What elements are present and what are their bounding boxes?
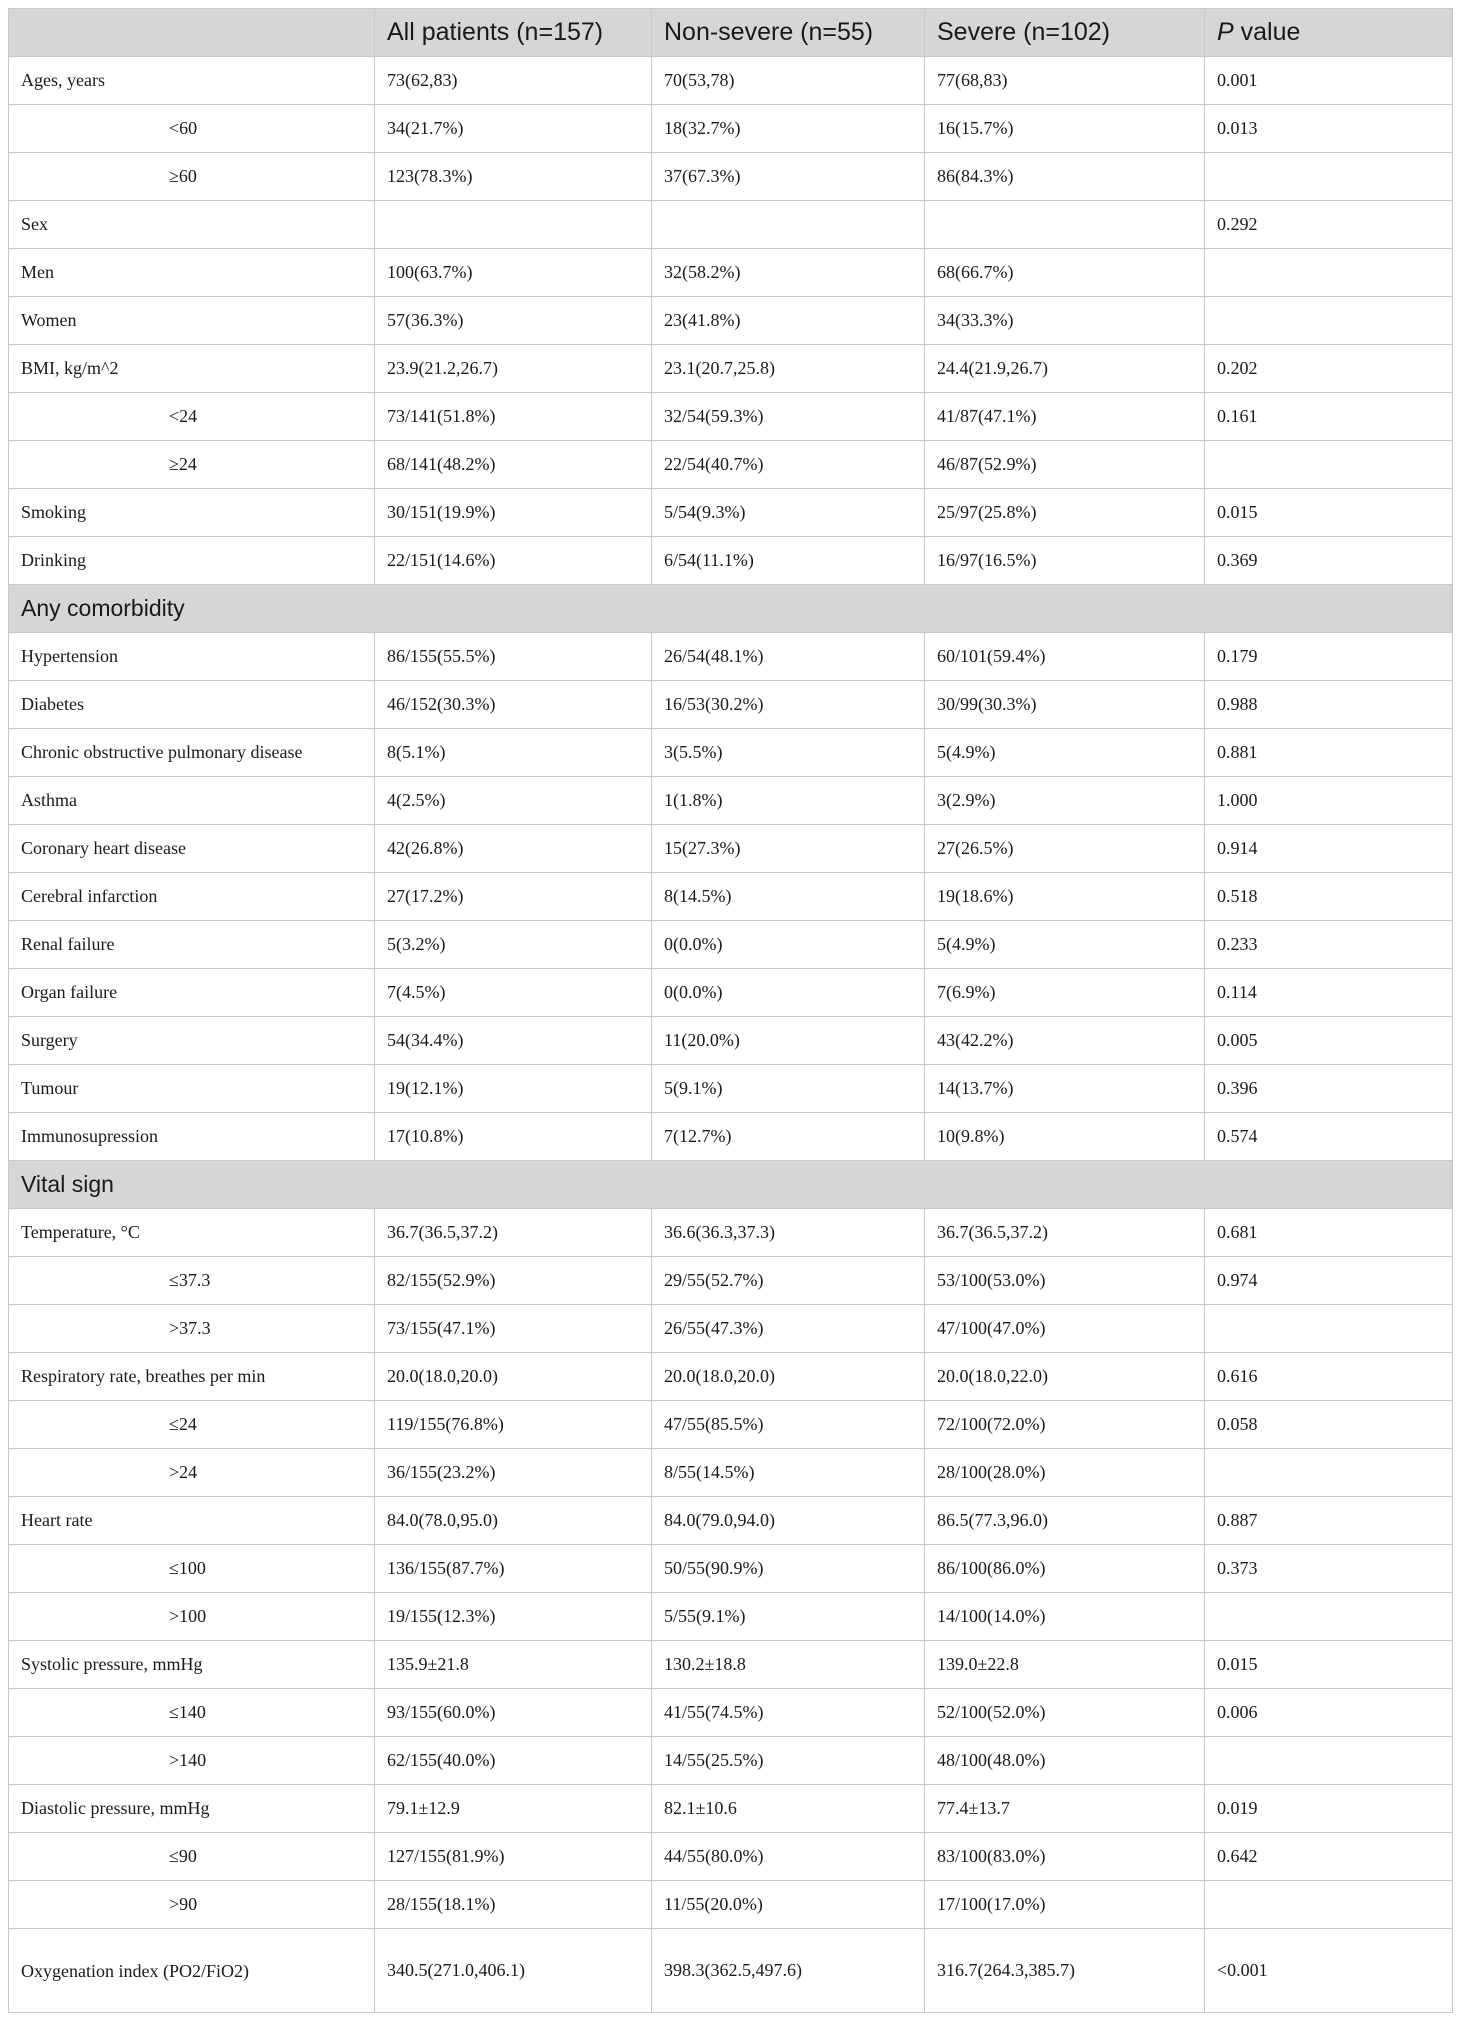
row-label: Cerebral infarction <box>9 873 375 921</box>
cell-p-value: 0.887 <box>1205 1497 1453 1545</box>
cell-p-value <box>1205 1593 1453 1641</box>
cell-non-severe: 50/55(90.9%) <box>652 1545 925 1593</box>
cell-non-severe: 6/54(11.1%) <box>652 537 925 585</box>
table-row <box>9 825 1453 873</box>
cell-all-patients: 36/155(23.2%) <box>375 1449 652 1497</box>
cell-all-patients: 82/155(52.9%) <box>375 1257 652 1305</box>
cell-non-severe: 47/55(85.5%) <box>652 1401 925 1449</box>
row-label: Heart rate <box>9 1497 375 1545</box>
cell-severe: 83/100(83.0%) <box>925 1833 1205 1881</box>
cell-all-patients: 36.7(36.5,37.2) <box>375 1209 652 1257</box>
row-label: Drinking <box>9 537 375 585</box>
cell-p-value <box>1205 1449 1453 1497</box>
table-row <box>9 1257 1453 1305</box>
cell-severe: 86(84.3%) <box>925 153 1205 201</box>
row-label: Organ failure <box>9 969 375 1017</box>
table-row <box>9 1593 1453 1641</box>
table-row <box>9 297 1453 345</box>
row-label: <60 <box>9 105 375 153</box>
row-label: Diabetes <box>9 681 375 729</box>
cell-all-patients: 62/155(40.0%) <box>375 1737 652 1785</box>
cell-severe: 77.4±13.7 <box>925 1785 1205 1833</box>
cell-p-value: 0.518 <box>1205 873 1453 921</box>
cell-p-value: 0.574 <box>1205 1113 1453 1161</box>
cell-severe: 36.7(36.5,37.2) <box>925 1209 1205 1257</box>
cell-severe: 3(2.9%) <box>925 777 1205 825</box>
section-title: Any comorbidity <box>9 585 1453 633</box>
cell-all-patients: 7(4.5%) <box>375 969 652 1017</box>
cell-p-value: 0.013 <box>1205 105 1453 153</box>
table-row <box>9 441 1453 489</box>
cell-non-severe: 82.1±10.6 <box>652 1785 925 1833</box>
cell-severe: 17/100(17.0%) <box>925 1881 1205 1929</box>
cell-p-value: 0.914 <box>1205 825 1453 873</box>
table-row <box>9 969 1453 1017</box>
cell-severe: 19(18.6%) <box>925 873 1205 921</box>
cell-non-severe: 8/55(14.5%) <box>652 1449 925 1497</box>
table-header <box>9 9 1453 57</box>
table-row <box>9 105 1453 153</box>
cell-all-patients: 22/151(14.6%) <box>375 537 652 585</box>
table-row <box>9 1449 1453 1497</box>
table-row <box>9 537 1453 585</box>
header-severe: Severe (n=102) <box>925 9 1205 57</box>
cell-severe: 68(66.7%) <box>925 249 1205 297</box>
cell-non-severe: 5/54(9.3%) <box>652 489 925 537</box>
cell-p-value: 0.396 <box>1205 1065 1453 1113</box>
cell-severe: 28/100(28.0%) <box>925 1449 1205 1497</box>
cell-severe: 48/100(48.0%) <box>925 1737 1205 1785</box>
row-label: >100 <box>9 1593 375 1641</box>
cell-non-severe: 5/55(9.1%) <box>652 1593 925 1641</box>
row-label: Immunosupression <box>9 1113 375 1161</box>
table-row <box>9 1497 1453 1545</box>
row-label: Systolic pressure, mmHg <box>9 1641 375 1689</box>
header-non-severe: Non-severe (n=55) <box>652 9 925 57</box>
cell-all-patients: 17(10.8%) <box>375 1113 652 1161</box>
cell-all-patients: 42(26.8%) <box>375 825 652 873</box>
cell-all-patients: 57(36.3%) <box>375 297 652 345</box>
cell-severe: 43(42.2%) <box>925 1017 1205 1065</box>
cell-severe: 10(9.8%) <box>925 1113 1205 1161</box>
row-label: ≤37.3 <box>9 1257 375 1305</box>
cell-non-severe: 23(41.8%) <box>652 297 925 345</box>
cell-non-severe: 41/55(74.5%) <box>652 1689 925 1737</box>
cell-all-patients: 30/151(19.9%) <box>375 489 652 537</box>
cell-all-patients: 27(17.2%) <box>375 873 652 921</box>
row-label: Smoking <box>9 489 375 537</box>
table-row <box>9 777 1453 825</box>
cell-severe: 86/100(86.0%) <box>925 1545 1205 1593</box>
cell-p-value: 0.642 <box>1205 1833 1453 1881</box>
table-row <box>9 1929 1453 2013</box>
cell-all-patients: 8(5.1%) <box>375 729 652 777</box>
row-label: Women <box>9 297 375 345</box>
cell-severe: 60/101(59.4%) <box>925 633 1205 681</box>
row-label: >90 <box>9 1881 375 1929</box>
cell-severe: 27(26.5%) <box>925 825 1205 873</box>
cell-p-value: 0.015 <box>1205 1641 1453 1689</box>
cell-all-patients: 73(62,83) <box>375 57 652 105</box>
row-label: Respiratory rate, breathes per min <box>9 1353 375 1401</box>
cell-non-severe: 7(12.7%) <box>652 1113 925 1161</box>
cell-severe: 16(15.7%) <box>925 105 1205 153</box>
cell-p-value: 0.001 <box>1205 57 1453 105</box>
row-label: Diastolic pressure, mmHg <box>9 1785 375 1833</box>
cell-all-patients: 79.1±12.9 <box>375 1785 652 1833</box>
cell-p-value: 0.881 <box>1205 729 1453 777</box>
cell-all-patients: 123(78.3%) <box>375 153 652 201</box>
cell-p-value <box>1205 1737 1453 1785</box>
cell-all-patients: 136/155(87.7%) <box>375 1545 652 1593</box>
row-label: Chronic obstructive pulmonary disease <box>9 729 375 777</box>
row-label: Men <box>9 249 375 297</box>
cell-all-patients: 20.0(18.0,20.0) <box>375 1353 652 1401</box>
row-label: Sex <box>9 201 375 249</box>
cell-p-value: 0.233 <box>1205 921 1453 969</box>
cell-all-patients: 54(34.4%) <box>375 1017 652 1065</box>
cell-non-severe: 0(0.0%) <box>652 969 925 1017</box>
row-label: Ages, years <box>9 57 375 105</box>
cell-non-severe: 32/54(59.3%) <box>652 393 925 441</box>
cell-p-value <box>1205 441 1453 489</box>
row-label: >24 <box>9 1449 375 1497</box>
cell-all-patients: 73/141(51.8%) <box>375 393 652 441</box>
cell-p-value: 0.015 <box>1205 489 1453 537</box>
row-label: ≥60 <box>9 153 375 201</box>
row-label: Hypertension <box>9 633 375 681</box>
cell-all-patients: 28/155(18.1%) <box>375 1881 652 1929</box>
cell-all-patients: 86/155(55.5%) <box>375 633 652 681</box>
cell-non-severe: 23.1(20.7,25.8) <box>652 345 925 393</box>
table-row <box>9 1113 1453 1161</box>
cell-p-value <box>1205 1881 1453 1929</box>
cell-p-value: 0.019 <box>1205 1785 1453 1833</box>
cell-p-value: 0.369 <box>1205 537 1453 585</box>
cell-all-patients: 34(21.7%) <box>375 105 652 153</box>
cell-non-severe: 32(58.2%) <box>652 249 925 297</box>
cell-severe: 25/97(25.8%) <box>925 489 1205 537</box>
cell-all-patients: 135.9±21.8 <box>375 1641 652 1689</box>
table-row <box>9 1785 1453 1833</box>
header-p-value <box>1205 9 1453 57</box>
cell-p-value: 0.161 <box>1205 393 1453 441</box>
row-label: BMI, kg/m^2 <box>9 345 375 393</box>
table-row <box>9 1689 1453 1737</box>
cell-non-severe: 11(20.0%) <box>652 1017 925 1065</box>
cell-non-severe: 5(9.1%) <box>652 1065 925 1113</box>
row-label: <24 <box>9 393 375 441</box>
row-label: Tumour <box>9 1065 375 1113</box>
table-row <box>9 1017 1453 1065</box>
header-variable <box>9 9 375 57</box>
cell-non-severe: 37(67.3%) <box>652 153 925 201</box>
header-row <box>9 9 1453 57</box>
row-label: ≤100 <box>9 1545 375 1593</box>
cell-severe: 5(4.9%) <box>925 921 1205 969</box>
cell-severe: 77(68,83) <box>925 57 1205 105</box>
row-label: ≥24 <box>9 441 375 489</box>
table-row <box>9 1737 1453 1785</box>
cell-severe: 41/87(47.1%) <box>925 393 1205 441</box>
cell-non-severe: 26/54(48.1%) <box>652 633 925 681</box>
cell-non-severe: 20.0(18.0,20.0) <box>652 1353 925 1401</box>
cell-non-severe: 18(32.7%) <box>652 105 925 153</box>
cell-severe: 53/100(53.0%) <box>925 1257 1205 1305</box>
cell-severe: 30/99(30.3%) <box>925 681 1205 729</box>
cell-p-value: 0.058 <box>1205 1401 1453 1449</box>
cell-p-value <box>1205 297 1453 345</box>
table-row <box>9 489 1453 537</box>
row-label: ≤140 <box>9 1689 375 1737</box>
row-label: Temperature, °C <box>9 1209 375 1257</box>
cell-all-patients: 93/155(60.0%) <box>375 1689 652 1737</box>
cell-p-value: 1.000 <box>1205 777 1453 825</box>
cell-non-severe: 130.2±18.8 <box>652 1641 925 1689</box>
cell-all-patients: 84.0(78.0,95.0) <box>375 1497 652 1545</box>
cell-non-severe: 15(27.3%) <box>652 825 925 873</box>
cell-all-patients: 100(63.7%) <box>375 249 652 297</box>
cell-all-patients: 19(12.1%) <box>375 1065 652 1113</box>
table-row <box>9 1401 1453 1449</box>
cell-p-value <box>1205 1305 1453 1353</box>
cell-non-severe: 36.6(36.3,37.3) <box>652 1209 925 1257</box>
cell-non-severe: 26/55(47.3%) <box>652 1305 925 1353</box>
table-row <box>9 681 1453 729</box>
cell-non-severe: 16/53(30.2%) <box>652 681 925 729</box>
table-row <box>9 393 1453 441</box>
cell-severe: 7(6.9%) <box>925 969 1205 1017</box>
cell-severe: 139.0±22.8 <box>925 1641 1205 1689</box>
cell-all-patients: 4(2.5%) <box>375 777 652 825</box>
patient-characteristics-table <box>8 8 1453 2013</box>
cell-p-value: 0.974 <box>1205 1257 1453 1305</box>
cell-non-severe: 8(14.5%) <box>652 873 925 921</box>
cell-non-severe <box>652 201 925 249</box>
section-row <box>9 1161 1453 1209</box>
table-row <box>9 1833 1453 1881</box>
table-row <box>9 1881 1453 1929</box>
cell-all-patients: 340.5(271.0,406.1) <box>375 1929 652 2013</box>
cell-all-patients: 19/155(12.3%) <box>375 1593 652 1641</box>
cell-p-value: 0.114 <box>1205 969 1453 1017</box>
table-row <box>9 921 1453 969</box>
cell-severe: 34(33.3%) <box>925 297 1205 345</box>
row-label: Surgery <box>9 1017 375 1065</box>
table-row <box>9 1641 1453 1689</box>
cell-non-severe: 11/55(20.0%) <box>652 1881 925 1929</box>
table-row <box>9 249 1453 297</box>
cell-non-severe: 44/55(80.0%) <box>652 1833 925 1881</box>
cell-severe: 24.4(21.9,26.7) <box>925 345 1205 393</box>
cell-severe: 14/100(14.0%) <box>925 1593 1205 1641</box>
cell-severe: 86.5(77.3,96.0) <box>925 1497 1205 1545</box>
cell-p-value: 0.179 <box>1205 633 1453 681</box>
cell-severe: 52/100(52.0%) <box>925 1689 1205 1737</box>
header-all-patients: All patients (n=157) <box>375 9 652 57</box>
row-label: ≤24 <box>9 1401 375 1449</box>
cell-severe: 5(4.9%) <box>925 729 1205 777</box>
table-row <box>9 1305 1453 1353</box>
cell-non-severe: 398.3(362.5,497.6) <box>652 1929 925 2013</box>
section-row <box>9 585 1453 633</box>
cell-severe: 47/100(47.0%) <box>925 1305 1205 1353</box>
cell-severe <box>925 201 1205 249</box>
table-row <box>9 873 1453 921</box>
row-label: Asthma <box>9 777 375 825</box>
cell-all-patients: 46/152(30.3%) <box>375 681 652 729</box>
cell-p-value: 0.006 <box>1205 1689 1453 1737</box>
cell-non-severe: 29/55(52.7%) <box>652 1257 925 1305</box>
cell-non-severe: 84.0(79.0,94.0) <box>652 1497 925 1545</box>
cell-severe: 46/87(52.9%) <box>925 441 1205 489</box>
cell-p-value: 0.005 <box>1205 1017 1453 1065</box>
cell-p-value <box>1205 153 1453 201</box>
cell-severe: 20.0(18.0,22.0) <box>925 1353 1205 1401</box>
table-row <box>9 345 1453 393</box>
cell-non-severe: 3(5.5%) <box>652 729 925 777</box>
table-row <box>9 1065 1453 1113</box>
cell-severe: 72/100(72.0%) <box>925 1401 1205 1449</box>
cell-all-patients: 68/141(48.2%) <box>375 441 652 489</box>
cell-non-severe: 22/54(40.7%) <box>652 441 925 489</box>
cell-all-patients <box>375 201 652 249</box>
row-label: Oxygenation index (PO2/FiO2) <box>9 1929 375 2013</box>
cell-p-value: <0.001 <box>1205 1929 1453 2013</box>
row-label: ≤90 <box>9 1833 375 1881</box>
cell-p-value: 0.616 <box>1205 1353 1453 1401</box>
cell-non-severe: 70(53,78) <box>652 57 925 105</box>
table-row <box>9 57 1453 105</box>
cell-all-patients: 119/155(76.8%) <box>375 1401 652 1449</box>
table-row <box>9 1545 1453 1593</box>
cell-all-patients: 127/155(81.9%) <box>375 1833 652 1881</box>
table-row <box>9 201 1453 249</box>
cell-non-severe: 1(1.8%) <box>652 777 925 825</box>
row-label: Renal failure <box>9 921 375 969</box>
table-row <box>9 1353 1453 1401</box>
section-title: Vital sign <box>9 1161 1453 1209</box>
cell-severe: 316.7(264.3,385.7) <box>925 1929 1205 2013</box>
table-row <box>9 729 1453 777</box>
cell-severe: 14(13.7%) <box>925 1065 1205 1113</box>
cell-p-value: 0.292 <box>1205 201 1453 249</box>
cell-all-patients: 5(3.2%) <box>375 921 652 969</box>
table-row <box>9 633 1453 681</box>
table-body <box>9 57 1453 2013</box>
header-p-italic: P <box>1217 18 1234 46</box>
cell-p-value: 0.988 <box>1205 681 1453 729</box>
table-row <box>9 153 1453 201</box>
cell-all-patients: 23.9(21.2,26.7) <box>375 345 652 393</box>
row-label: Coronary heart disease <box>9 825 375 873</box>
row-label: >140 <box>9 1737 375 1785</box>
row-label: >37.3 <box>9 1305 375 1353</box>
table-row <box>9 1209 1453 1257</box>
cell-p-value: 0.202 <box>1205 345 1453 393</box>
cell-non-severe: 0(0.0%) <box>652 921 925 969</box>
cell-p-value: 0.681 <box>1205 1209 1453 1257</box>
cell-severe: 16/97(16.5%) <box>925 537 1205 585</box>
cell-non-severe: 14/55(25.5%) <box>652 1737 925 1785</box>
cell-p-value <box>1205 249 1453 297</box>
cell-p-value: 0.373 <box>1205 1545 1453 1593</box>
cell-all-patients: 73/155(47.1%) <box>375 1305 652 1353</box>
header-p-suffix: value <box>1233 18 1301 46</box>
